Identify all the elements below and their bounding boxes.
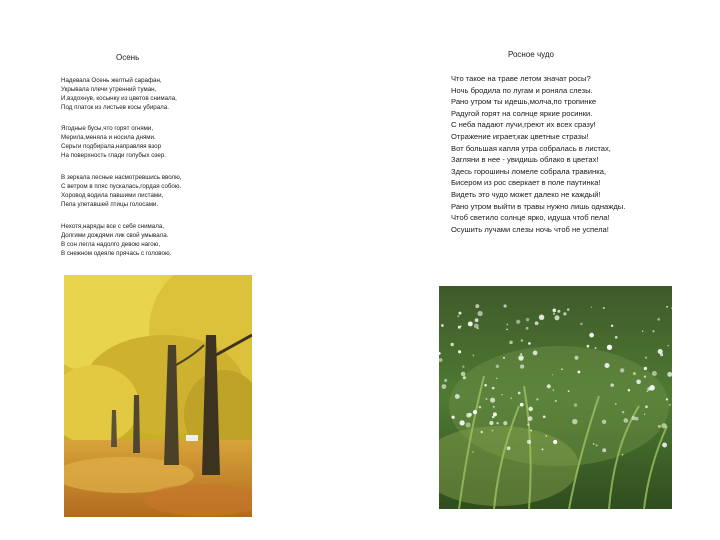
dew-sparkle <box>541 448 543 450</box>
dew-sparkle <box>492 430 494 432</box>
dew-sparkle <box>527 424 529 426</box>
dew-sparkle <box>595 347 597 349</box>
dew-sparkle <box>561 368 563 370</box>
poem-line: Хоровод водила павшими листами, <box>61 192 164 200</box>
dew-sparkle <box>451 343 454 346</box>
dew-sparkle <box>657 318 660 321</box>
poem-line: Отражение играет,как цветные стразы! <box>451 131 589 141</box>
dew-sparkle <box>501 394 502 395</box>
dew-sparkle <box>644 414 645 415</box>
dew-sparkle <box>604 363 609 368</box>
poem-dew-body <box>451 73 691 235</box>
dew-sparkle <box>575 356 579 360</box>
dew-sparkle <box>567 308 570 311</box>
dew-sparkle <box>521 339 524 342</box>
dew-sparkle <box>527 440 531 444</box>
poem-line: Нехотя,наряды все с себя снимала, <box>61 223 165 230</box>
poem-line: Загляни в нее - увидишь облако в цветах! <box>451 155 599 165</box>
dew-sparkle <box>475 318 479 322</box>
dew-sparkle <box>547 384 551 388</box>
dew-sparkle <box>611 325 613 327</box>
dew-sparkle <box>568 390 570 392</box>
dew-sparkle <box>645 405 648 408</box>
poem-line: Пела улетавшей птицы голосами. <box>61 201 159 209</box>
poem-title-dew: Росное чудо <box>508 50 554 59</box>
dew-sparkle <box>552 374 553 375</box>
poem-line: В снежном одеяле прячась с головою. <box>61 250 172 258</box>
dew-sparkle <box>535 321 539 325</box>
dew-sparkle <box>510 398 511 399</box>
dew-sparkle <box>459 420 464 425</box>
dew-sparkle <box>607 345 612 350</box>
dew-sparkle <box>444 379 447 382</box>
dew-sparkle <box>555 400 557 402</box>
stanza-1 <box>61 76 251 112</box>
dew-sparkle <box>589 333 594 338</box>
dew-sparkle <box>474 324 479 329</box>
poem-line: Мерила,меняла и носила днями. <box>61 134 156 142</box>
stanza-4 <box>61 222 251 258</box>
dew-sparkle <box>662 443 667 448</box>
poem-line: Ночь бродила по лугам и роняла слезы. <box>451 85 593 95</box>
dew-sparkle <box>475 304 479 308</box>
poem-line: С неба падают лучи,греют их всех сразу! <box>451 120 596 130</box>
dew-sparkle <box>647 391 649 393</box>
dew-sparkle <box>468 321 473 326</box>
dew-sparkle <box>661 423 666 428</box>
dew-sparkle <box>587 345 590 348</box>
dew-sparkle <box>463 376 466 379</box>
dew-sparkle <box>496 365 499 368</box>
poem-title-autumn: Осень <box>116 53 140 62</box>
dew-sparkle <box>486 398 488 400</box>
dew-grass-photo <box>439 286 672 509</box>
dew-sparkle <box>506 324 508 326</box>
dew-sparkle <box>577 370 580 373</box>
dew-sparkle <box>644 367 647 370</box>
poem-line: Надевала Осень желтый сарафан, <box>61 77 162 84</box>
dew-sparkle <box>591 307 592 308</box>
dew-sparkle <box>658 425 661 428</box>
dew-sparkle <box>545 435 547 437</box>
dew-sparkle <box>452 416 455 419</box>
poem-line: Бисером из рос сверкает в поле паутинка! <box>451 178 601 188</box>
dew-sparkle <box>441 324 444 327</box>
dew-sparkle <box>520 353 522 355</box>
dew-sparkle <box>492 387 495 390</box>
dew-sparkle <box>509 341 513 345</box>
poem-line: На поверхность глади голубых озер. <box>61 152 166 160</box>
dew-sparkle <box>480 431 482 433</box>
dew-sparkle <box>636 379 641 384</box>
dew-sparkle <box>610 383 614 387</box>
dew-sparkle <box>669 404 671 406</box>
dew-sparkle <box>553 313 555 315</box>
dew-sparkle <box>633 372 636 375</box>
dew-sparkle <box>536 398 538 400</box>
dew-sparkle <box>484 384 487 387</box>
dew-sparkle <box>528 407 532 411</box>
dew-sparkle <box>455 394 460 399</box>
dew-sparkle <box>504 304 507 307</box>
dew-sparkle <box>526 318 529 321</box>
dew-sparkle <box>574 403 577 406</box>
dew-sparkle <box>602 420 606 424</box>
dew-sparkle <box>623 418 628 423</box>
dew-sparkle <box>528 342 531 345</box>
stanza-2 <box>61 124 251 160</box>
dew-sparkle <box>479 406 482 409</box>
dew-sparkle <box>518 392 521 395</box>
dew-sparkle <box>593 443 595 445</box>
dew-sparkle <box>666 398 668 400</box>
dew-sparkle <box>580 323 582 325</box>
dew-sparkle <box>644 375 646 377</box>
dew-sparkle <box>652 330 654 332</box>
poem-line: Осушить лучами слезы ночь чтоб не успела! <box>451 224 609 234</box>
poem-line: Ягодные бусы,что горят огнями, <box>61 125 154 132</box>
dew-sparkle <box>520 365 524 369</box>
dew-sparkle <box>530 430 532 432</box>
dew-sparkle <box>647 387 650 390</box>
stanza-3 <box>61 173 251 209</box>
dew-sparkle <box>461 372 466 377</box>
dew-sparkle <box>507 446 511 450</box>
poem-line: Что такое на траве летом значат росы? <box>451 74 591 83</box>
dew-sparkle <box>543 415 546 418</box>
dew-sparkle <box>490 398 495 403</box>
dew-sparkle <box>503 421 507 425</box>
dew-sparkle <box>496 378 498 380</box>
dew-sparkle <box>557 310 560 313</box>
dew-sparkle <box>468 413 472 417</box>
poem-line: Рано утром ты идешь,молча,по тропинке <box>451 97 597 107</box>
dew-sparkle <box>645 357 647 359</box>
poem-line: Долгими дождями лик свой умывала. <box>61 232 169 240</box>
poem-line: И,вздохнув, косынку из цветов снимала, <box>61 95 177 103</box>
dew-sparkle <box>658 349 663 354</box>
dew-sparkle <box>477 311 482 316</box>
dew-sparkle <box>628 389 631 392</box>
dew-sparkle <box>554 315 559 320</box>
dew-sparkle <box>652 371 657 376</box>
dew-sparkle <box>496 422 498 424</box>
dew-sparkle <box>472 451 474 453</box>
dew-sparkle <box>667 345 668 346</box>
dew-sparkle <box>518 355 524 361</box>
poem-line: В зеркала лесные насмотревшись вволю, <box>61 174 182 181</box>
dew-sparkle <box>553 440 557 444</box>
dew-sparkle <box>526 327 529 330</box>
dew-sparkle <box>441 384 446 389</box>
dew-sparkle <box>666 306 668 308</box>
poem-line: С ветром в пляс пускалась,гордая собою. <box>61 183 182 191</box>
autumn-trees-photo <box>64 275 252 517</box>
dew-sparkle <box>489 421 493 425</box>
dew-sparkle <box>516 320 520 324</box>
dew-sparkle <box>642 330 643 331</box>
poem-line: Укрывала плечи утренний туман, <box>61 86 157 94</box>
poem-line: Видеть это чудо может далеко не каждый! <box>451 189 601 199</box>
dew-sparkle <box>620 368 624 372</box>
poem-line: Рано утром выйти в травы нужно лишь однажды. <box>451 201 626 211</box>
dew-sparkle <box>631 416 635 420</box>
dew-sparkle <box>596 444 598 446</box>
poem-line: В сон легла надолго девою нагою, <box>61 241 161 249</box>
poem-line: Серьги подбирала,направляя взор <box>61 143 162 151</box>
poem-line: Радугой горят на солнце яркие росинки. <box>451 108 593 118</box>
dew-sparkle <box>533 351 538 356</box>
poem-line: Под платок из листьев косы убирала. <box>61 104 169 112</box>
dew-sparkle <box>539 315 544 320</box>
dew-sparkle <box>615 403 617 405</box>
dew-sparkle <box>603 307 605 309</box>
dew-sparkle <box>552 309 556 313</box>
dew-sparkle <box>520 403 524 407</box>
poem-line: Чтоб светило солнце ярко, идуша чтоб пела! <box>451 213 610 223</box>
dew-sparkle <box>493 412 497 416</box>
dew-sparkle <box>622 454 624 456</box>
dew-sparkle <box>460 325 461 326</box>
dew-sparkle <box>493 406 495 408</box>
dew-sparkle <box>528 416 533 421</box>
dew-sparkle <box>602 448 606 452</box>
dew-sparkle <box>472 355 474 357</box>
poem-line: Вот большая капля утра собралась в листах, <box>451 143 611 153</box>
dew-sparkle <box>457 315 459 317</box>
dew-sparkle <box>458 312 461 315</box>
dew-sparkle <box>503 357 505 359</box>
dew-sparkle <box>473 410 477 414</box>
dew-sparkle <box>615 336 618 339</box>
dew-sparkle <box>506 328 508 330</box>
dew-sparkle <box>572 419 577 424</box>
dew-sparkle <box>466 422 471 427</box>
dew-sparkle <box>552 389 554 391</box>
dew-sparkle <box>622 411 624 413</box>
dew-sparkle <box>462 366 464 368</box>
dew-sparkle <box>458 350 461 353</box>
poem-line: Здесь горошины ломеле собрала травинка, <box>451 166 607 176</box>
dew-sparkle <box>563 312 566 315</box>
